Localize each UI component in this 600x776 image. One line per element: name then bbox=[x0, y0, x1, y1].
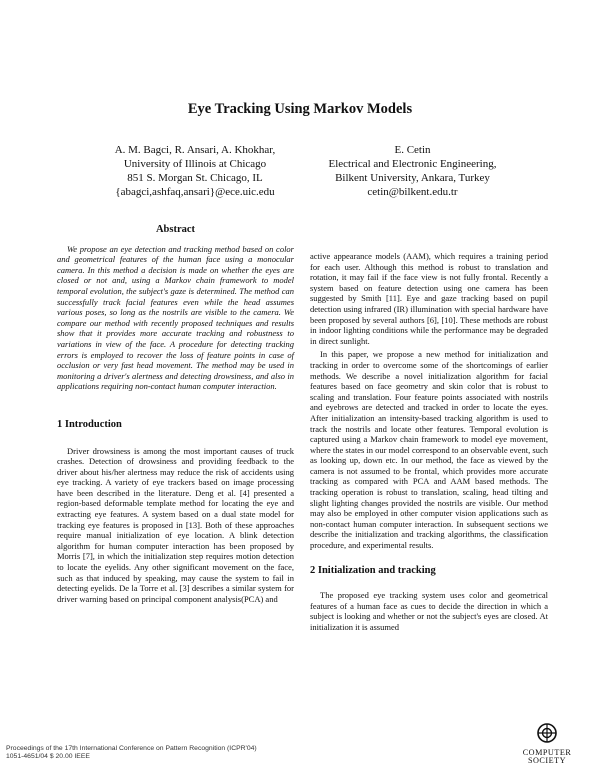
footer-proceedings: Proceedings of the 17th International Conference on Pattern Recognition (ICPR'04) bbox=[6, 745, 257, 752]
abstract-heading: Abstract bbox=[155, 224, 196, 235]
page-footer bbox=[6, 745, 257, 761]
author-email: {abagci,ashfaq,ansari}@ece.uic.edu bbox=[115, 186, 275, 198]
abstract-text: We propose an eye detection and tracking method based on color and geometrical features of the human face using a monocular camera. In this method a decision is made on whether the eyes are closed or not and, using a Markov chain framework to model temporal evolution, the subject's gaze is determined. The method can successfully track facial features even while the head assumes various poses, so long as the nostrils are visible to the camera. We compare our method with recently proposed techniques and results show that it provides more accurate tracking and robustness to variations in view of the face. A procedure for detecting tracking errors is employed to recover the loss of feature points in case of occlusion or very fast head movement. The method may be used in monitoring a driver's alertness and detecting drowsiness, and also in applications requiring non-contact human computer interaction. bbox=[57, 243, 294, 392]
author-affiliation: Electrical and Electronic Engineering, bbox=[328, 158, 497, 170]
author-block-right bbox=[300, 143, 525, 199]
section-heading-introduction: 1 Introduction bbox=[57, 418, 122, 430]
paper-title: Eye Tracking Using Markov Models bbox=[187, 101, 413, 117]
author-names: E. Cetin bbox=[394, 144, 431, 156]
section2-paragraph: The proposed eye tracking system uses color and geometrical features of a human face as cues to decide the direction in which a subject is looking and whether or not the subject's eyes are closed. At initialization it is assumed bbox=[310, 590, 548, 632]
left-column bbox=[57, 225, 294, 604]
ieee-computer-society-logo-icon bbox=[536, 722, 558, 744]
footer-issn: 1051-4651/04 $ 20.00 IEEE bbox=[6, 753, 90, 760]
author-block-left bbox=[90, 143, 300, 199]
introduction-paragraph: Driver drowsiness is among the most important causes of truck crashes. Detection of drowsiness and providing feedback to the driver about his/her alertness may reduce the risk of accidents using eye tracking. A variety of eye trackers based on image processing have been described in the literature. Deng et al. [4] presented a region-based deformable template method for locating the eye and extracting eye features. A system based on a dual state model for tracking eye features is proposed in [13]. Both of these approaches require manual initialization of eye location. A blink detection algorithm for human computer interaction has been proposed by Morris [7], in which the initialization step requires motion detection to locate the eyelids. Any other significant movement on the face, such as that induced by speaking, may cause the system to fail in detecting eyelids. De la Torre et al. [3] describes a similar system for driver warning based on principal component analysis(PCA) and bbox=[57, 445, 294, 604]
logo-text-computer: COMPUTER bbox=[522, 748, 572, 757]
section-heading-initialization: 2 Initialization and tracking bbox=[310, 564, 436, 576]
body-paragraph: active appearance models (AAM), which requires a training period for each user. Although this method is robust to translation and rotation, it may fail if the face view is not fully frontal. Recently a system based on feature detection using one camera has been suggested by Smith [11]. Eye and gaze tracking based on pupil detection using infrared (IR) illumination with special hardware have been proposed by several authors [6], [10]. These methods are robust in indoor lighting conditions while the performance may be degraded in direct sunlight. bbox=[310, 251, 548, 346]
author-affiliation: University of Illinois at Chicago bbox=[123, 158, 267, 170]
author-names: A. M. Bagci, R. Ansari, A. Khokhar, bbox=[114, 144, 276, 156]
author-address: 851 S. Morgan St. Chicago, IL bbox=[127, 172, 263, 184]
right-column bbox=[310, 251, 548, 633]
computer-society-logo bbox=[512, 722, 582, 765]
author-address: Bilkent University, Ankara, Turkey bbox=[335, 172, 490, 184]
logo-text-society: SOCIETY bbox=[527, 756, 567, 765]
author-email: cetin@bilkent.edu.tr bbox=[367, 186, 458, 198]
body-paragraph: In this paper, we propose a new method for initialization and tracking in order to overcome some of the shortcomings of earlier methods. We describe a novel initialization algorithm for facial features based on face geometry and skin color that is robust to scaling and translation. Four feature points associated with nostrils and eyebrows are detected and tracked in order to locate the eyes. After initialization an intensity-based tracking algorithm is used to track the nostrils and locate other features. Temporal evolution is captured using a Markov chain framework to model eye movement, where the states in our model correspond to an observable event, such as looking up, down etc. In our method, the face as viewed by the camera is not assumed to be frontal, which provides more accurate tracking as compared with PCA and AAM based methods. The tracking operation is robust to translation, scaling, head tilting and slight lighting changes provided the nostrils are visible. Our method may also be employed in other computer vision applications such as non-contact human computer interaction. In subsequent sections we describe the initialization and tracking algorithms, the classification procedure, and experimental results. bbox=[310, 349, 548, 551]
